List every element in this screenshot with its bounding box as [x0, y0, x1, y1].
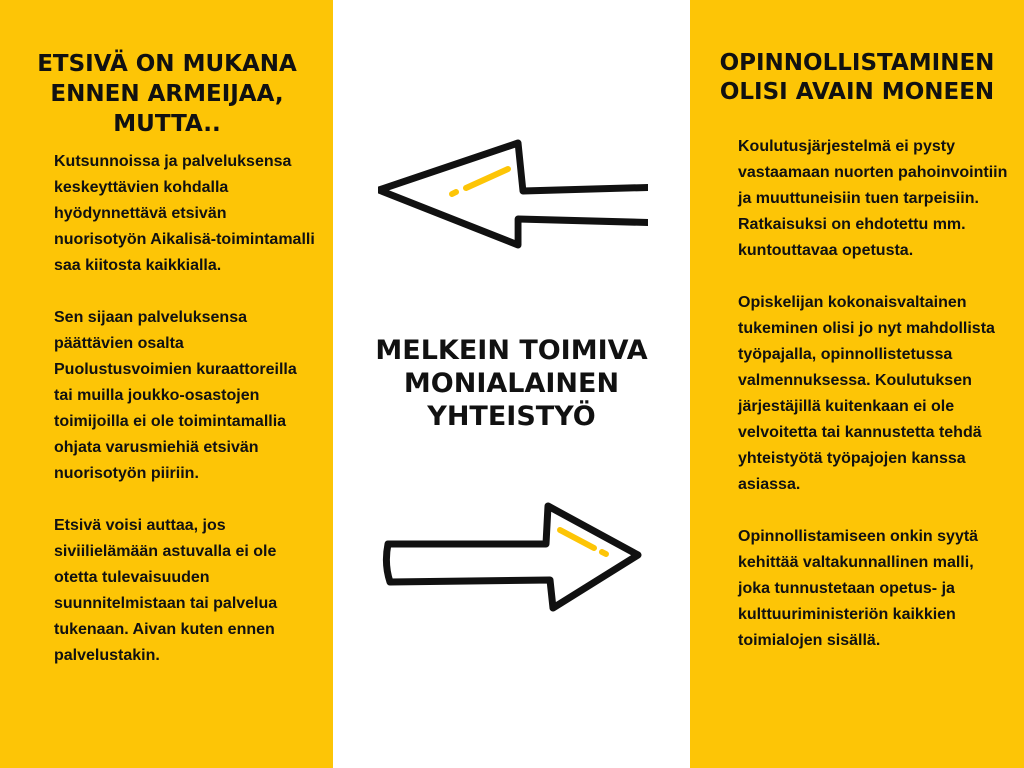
center-heading: MELKEIN TOIMIVA MONIALAINEN YHTEISTYÖ: [375, 335, 648, 432]
arrow-left-icon: [378, 135, 648, 250]
right-paragraph-3: Opinnollistamiseen onkin syytä kehittää valtakunnallinen malli, joka tunnustetaan opetus- ja kulttuuriministeriön kaikkien toimialojen sisällä.: [738, 528, 979, 649]
right-body: [738, 134, 1008, 654]
left-paragraph-3: Etsivä voisi auttaa, jos siviilielämään astuvalla ei ole otetta tulevaisuuden suunnitelmistaan tai palvelua tukenaan. Aivan kuten ennen palvelustakin.: [54, 517, 278, 664]
right-paragraph-2: Opiskelijan kokonaisvaltainen tukeminen olisi jo nyt mahdollista työpajalla, opinnollistetussa valmennuksessa. Koulutuksen järjestäjillä kuitenkaan ei ole velvoitetta tai kannustetta tehdä yhteistyötä työpajojen kanssa asiassa.: [738, 294, 995, 493]
left-paragraph-2: Sen sijaan palveluksensa päättävien osalta Puolustusvoimien kuraattoreilla tai muilla joukko-osastojen toimijoilla ei ole toimintamallia ohjata varusmiehiä etsivän nuorisotyön piiriin.: [54, 309, 297, 482]
arrow-right-icon: [378, 500, 648, 615]
left-heading: ETSIVÄ ON MUKANA ENNEN ARMEIJAA, MUTTA..: [37, 51, 297, 137]
center-panel: [333, 0, 690, 768]
left-panel: [0, 0, 333, 768]
left-paragraph-1: Kutsunnoissa ja palveluksensa keskeyttävien kohdalla hyödynnettävä etsivän nuorisotyön Aikalisä-toimintamalli saa kiitosta kaikkialla.: [54, 153, 315, 274]
left-body: [54, 149, 316, 669]
right-panel: [690, 0, 1024, 768]
right-paragraph-1: Koulutusjärjestelmä ei pysty vastaamaan nuorten pahoinvointiin ja muuttuneisiin tuen tarpeisiin. Ratkaisuksi on ehdotettu mm. kuntouttavaa opetusta.: [738, 138, 1008, 259]
right-heading: OPINNOLLISTAMINEN OLISI AVAIN MONEEN: [719, 50, 995, 105]
